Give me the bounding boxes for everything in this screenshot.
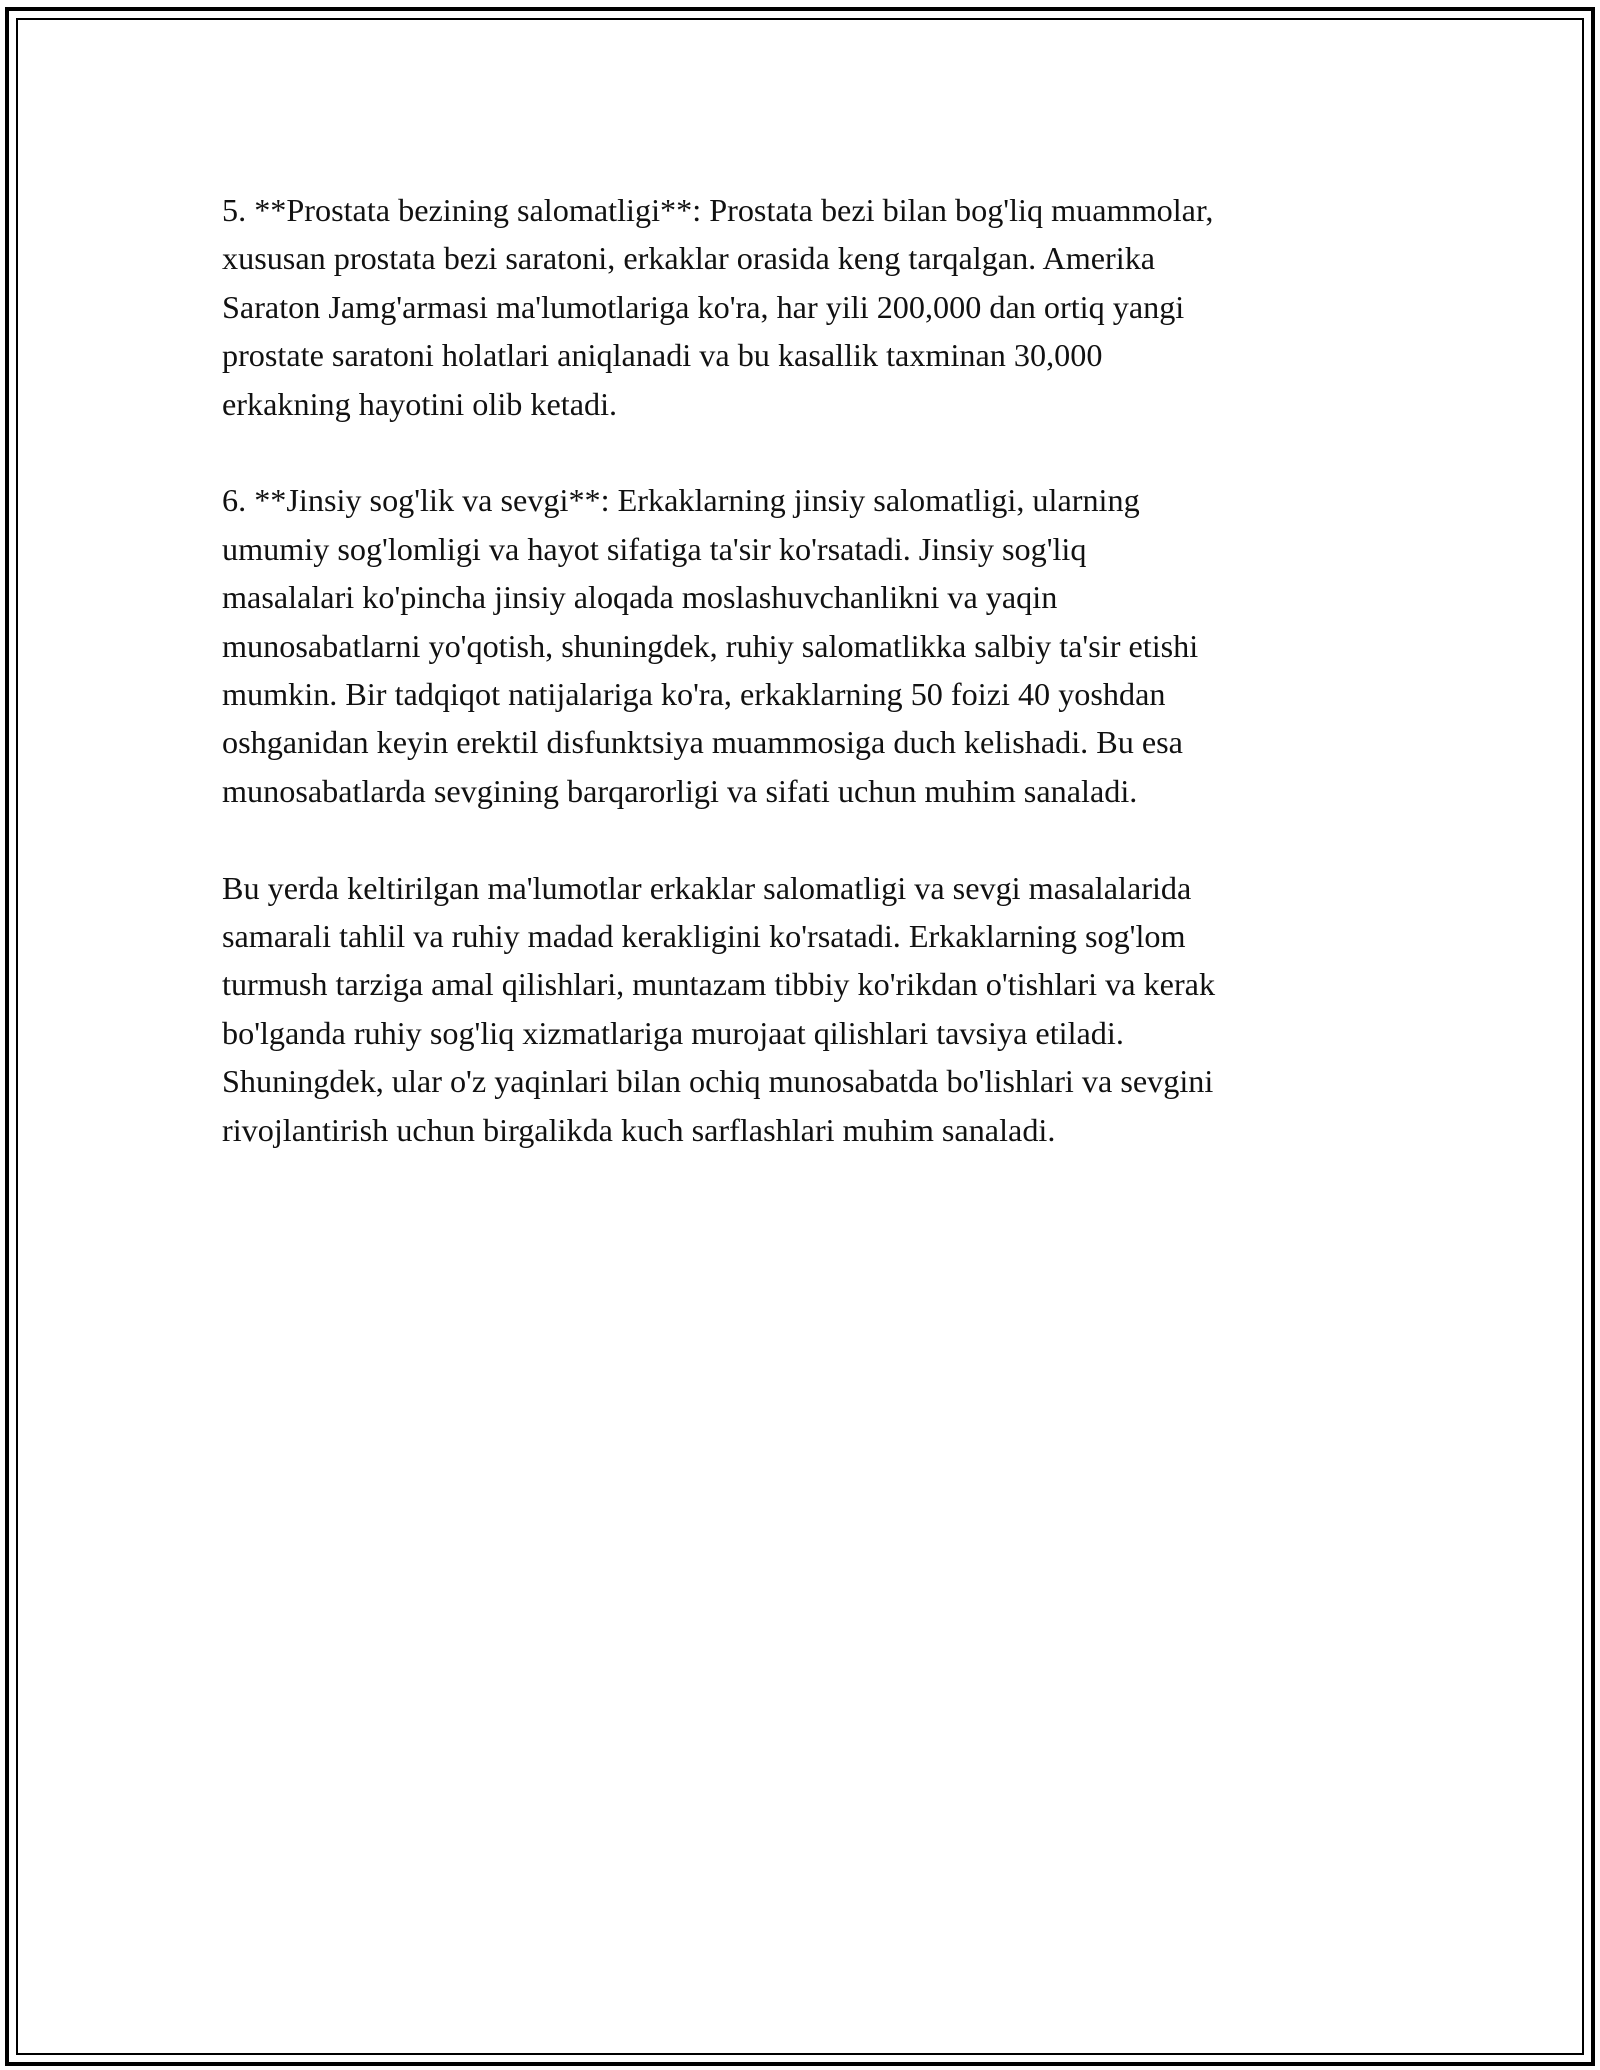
paragraph-conclusion: Bu yerda keltirilgan ma'lumotlar erkaklar salomatligi va sevgi masalalarida samarali tahlil va ruhiy madad kerakligini ko'rsatadi. Erkaklarning sog'lom turmush tarziga amal qilishlari, muntazam tibbiy ko'rikdan o'tishlari va kerak bo'lganda ruhiy sog'liq xizmatlariga murojaat qilishlari tavsiya etiladi. Shuningdek, ular o'z yaqinlari bilan ochiq munosabatda bo'lishlari va sevgini rivojlantirish uchun birgalikda kuch sarflashlari muhim sanaladi. xyxy=(222,869,1216,1148)
document-body xyxy=(222,186,1372,1202)
paragraph-prostate-health: 5. **Prostata bezining salomatligi**: Prostata bezi bilan bog'liq muammolar, xususan prostata bezi saratoni, erkaklar orasida keng tarqalgan. Amerika Saraton Jamg'armasi ma'lumotlariga ko'ra, har yili 200,000 dan ortiq yangi prostate saratoni holatlari aniqlanadi va bu kasallik taxminan 30,000 erkakning hayotini olib ketadi. xyxy=(222,192,1214,422)
paragraph-sexual-health-love: 6. **Jinsiy sog'lik va sevgi**: Erkaklarning jinsiy salomatligi, ularning umumiy sog'lomligi va hayot sifatiga ta'sir ko'rsatadi. Jinsiy sog'liq masalalari ko'pincha jinsiy aloqada moslashuvchanlikni va yaqin munosabatlarni yo'qotish, shuningdek, ruhiy salomatlikka salbiy ta'sir etishi mumkin. Bir tadqiqot natijalariga ko'ra, erkaklarning 50 foizi 40 yoshdan oshganidan keyin erektil disfunktsiya muammosiga duch kelishadi. Bu esa munosabatlarda sevgining barqarorligi va sifati uchun muhim sanaladi. xyxy=(222,482,1199,809)
